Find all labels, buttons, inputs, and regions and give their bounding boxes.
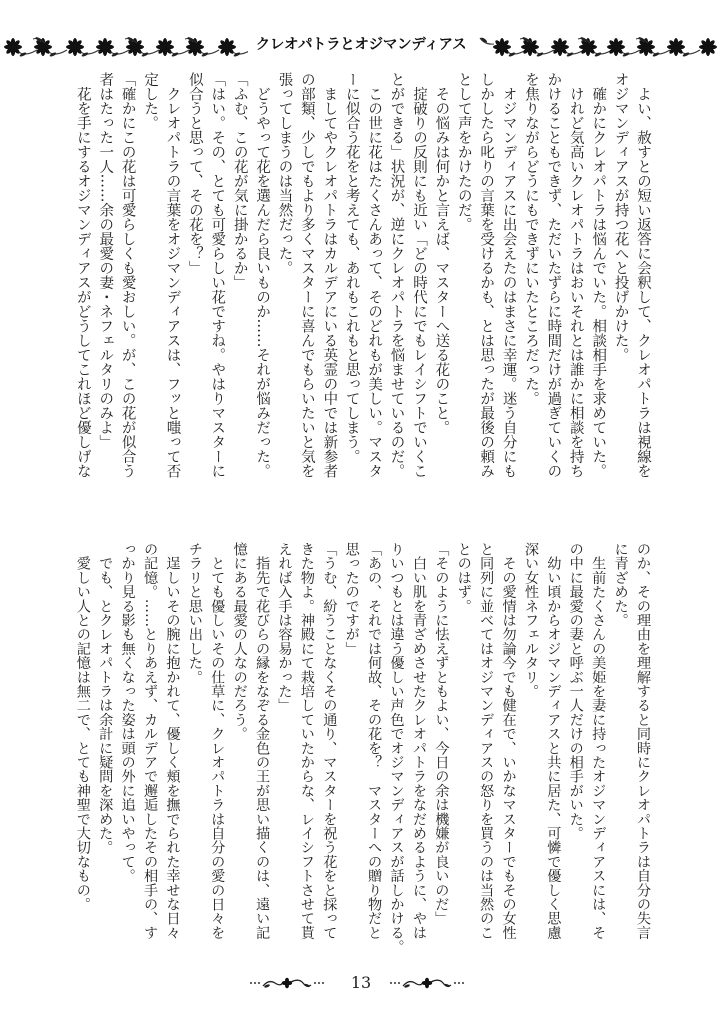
text-column: よい、赦すとの短い返答に会釈して、クレオパトラは視線を xyxy=(635,72,651,478)
text-column: チラリと思い出した。 xyxy=(186,542,203,684)
text-column: 「そのように怯えずともよい、今日の余は機嫌が良いのだ」 xyxy=(433,542,450,926)
text-column: オジマンディアスが持つ花へと投げかけた。 xyxy=(612,72,629,362)
text-column: 花を手にするオジマンディアスがどうしてこれほど優しげな xyxy=(74,72,91,478)
text-column: ましてやクレオパトラはカルデアにいる英霊の中では新参者 xyxy=(321,72,338,478)
text-column: しかしたら叱りの言葉を受けるかも、とは思ったが最後の頼み xyxy=(478,72,495,478)
text-column: 生前たくさんの美姫を妻に持ったオジマンディアスには、そ xyxy=(590,542,607,940)
text-column: 幼い頃からオジマンディアスと共に居た、可憐で優しく思慮 xyxy=(545,542,562,940)
text-column: 「ふむ、この花が気に掛かるか」 xyxy=(231,72,248,290)
text-column: きた物よ。神殿にて栽培していたからな、レイシフトさせて貰 xyxy=(298,542,315,940)
text-column: クレオパトラの言葉をオジマンディアスは、フッと嗤って否 xyxy=(164,72,181,478)
text-column: その愛情は勿論今でも健在で、いかなマスターでもその女性 xyxy=(500,542,517,940)
text-column: 憶にある最愛の人なのだろう。 xyxy=(231,542,248,741)
text-column: とができる」状況が、逆にクレオパトラを悩ませているのだ。 xyxy=(388,72,405,478)
text-column: その悩みは何かと言えば、マスターへ送る花のこと。 xyxy=(433,72,450,435)
text-column: 張ってしまうのは当然だった。 xyxy=(276,72,293,275)
text-column: 「はい。その、とても可愛らしい花ですね。やはりマスターに xyxy=(209,72,226,478)
text-column: とても優しいその仕草に、クレオパトラは自分の愛の日々を xyxy=(209,542,226,940)
text-column: 白い肌を青ざめさせたクレオパトラをなだめるように、やは xyxy=(410,542,427,940)
right-footer-ornament-icon xyxy=(389,976,465,990)
text-column: 定した。 xyxy=(142,72,159,130)
text-column: でも、とクレオパトラは余計に疑問を深めた。 xyxy=(97,542,114,855)
text-column: のか、その理由を理解すると同時にクレオパトラは自分の失言 xyxy=(635,542,651,940)
text-column: 思ったのですが」 xyxy=(343,542,360,656)
text-column: 似合うと思って、その花を？」 xyxy=(186,72,203,275)
text-column: 確かにクレオパトラは悩んでいた。相談相手を求めていた。 xyxy=(590,72,607,478)
text-column: 深い女性ネフェルタリ。 xyxy=(522,542,539,699)
text-column: ーに似合う花をと考えても、あれもこれもと思ってしまう。 xyxy=(343,72,360,464)
text-column: 指先で花びらの縁をなぞる金色の王が思い描くのは、遠い記 xyxy=(254,542,271,940)
left-footer-ornament-icon xyxy=(249,976,325,990)
text-column: っかり見る影も無くなった姿は頭の外に追いやって。 xyxy=(119,542,136,883)
lower-text-block xyxy=(71,542,654,954)
text-column: りいつもとは違う優しい声色でオジマンディアスが話しかける。 xyxy=(388,542,405,954)
right-flower-vine-ornament-icon xyxy=(476,32,722,62)
left-flower-vine-ornament-icon xyxy=(0,32,248,62)
page-number: 13 xyxy=(350,973,372,992)
text-column: 逞しいその腕に抱かれて、優しく頬を撫でられた幸せな日々 xyxy=(164,542,181,940)
text-column: の中に最愛の妻と呼ぶ一人だけの相手がいた。 xyxy=(567,542,584,841)
text-column: の部類、少しでもより多くマスターに喜んでもらいたいと気を xyxy=(298,72,315,478)
text-column: 掟破りの反則にも近い「どの時代にでもレイシフトでいくこ xyxy=(410,72,427,478)
text-column: の記憶。……とりあえず、カルデアで邂逅したその相手の、す xyxy=(142,542,159,940)
text-column: この世に花はたくさんあって、そのどれもが美しい。マスタ xyxy=(366,72,383,478)
text-column: 「うむ、紛うことなくその通り、マスターを祝う花をと採って xyxy=(321,542,338,940)
text-column: と同列に並べてはオジマンディアスの怒りを買うのは当然のこ xyxy=(478,542,495,940)
text-column: 愛しい人との記憶は無二で、とても神聖で大切なもの。 xyxy=(74,542,91,912)
text-column: 「確かにこの花は可愛らしくも愛おしい。が、この花が似合う xyxy=(119,72,136,478)
running-header-title: クレオパトラとオジマンディアス xyxy=(255,37,467,53)
text-column: として声をかけたのだ。 xyxy=(455,72,472,232)
text-column: えれば入手は容易かった」 xyxy=(276,542,293,713)
text-column: 者はたった一人……余の最愛の妻・ネフェルタリのみよ」 xyxy=(97,72,114,449)
text-column: けれど気高いクレオパトラはおいそれとは誰かに相談を持ち xyxy=(567,72,584,478)
text-column: オジマンディアスに出会えたのはまさに幸運。迷う自分にも xyxy=(500,72,517,478)
text-column: 「あの、それでは何故、その花を？ マスターへの贈り物だと xyxy=(366,542,383,940)
text-column: かけることもできず、ただいたずらに時間だけが過ぎていくの xyxy=(545,72,562,478)
text-column: とのはず。 xyxy=(455,542,472,613)
upper-text-block xyxy=(71,72,654,486)
text-column: どうやって花を選んだら良いものか……それが悩みだった。 xyxy=(254,72,271,478)
text-column: を焦りながらどうにもできずにいたところだった。 xyxy=(522,72,539,406)
text-column: に青ざめた。 xyxy=(612,542,629,628)
